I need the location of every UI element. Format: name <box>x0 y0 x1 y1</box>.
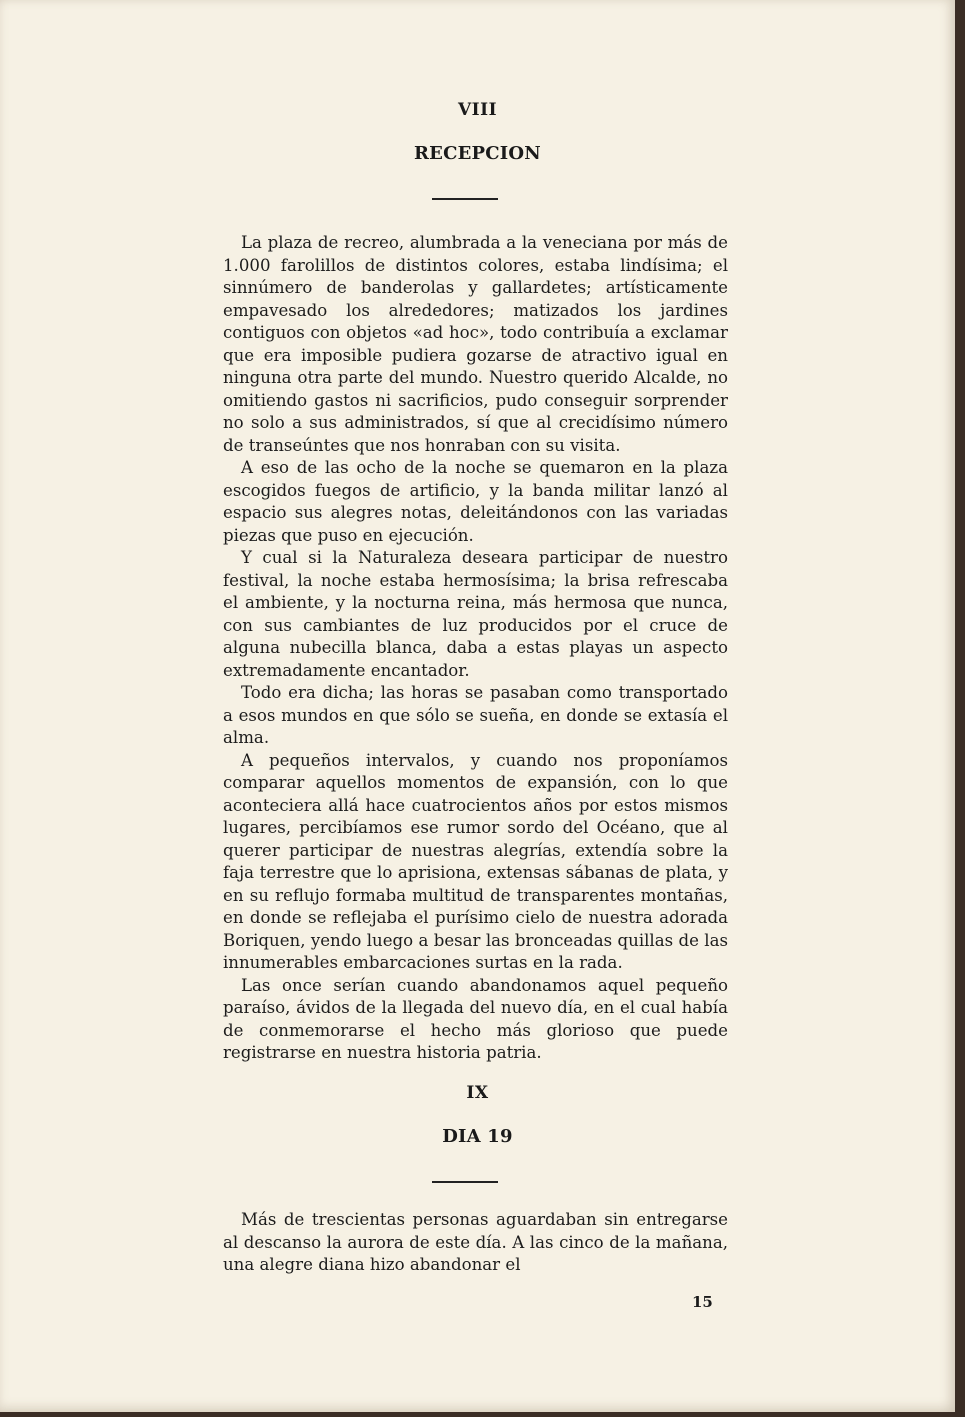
divider-rule <box>432 198 498 200</box>
page-edge-shadow <box>0 1412 965 1417</box>
paragraph: Todo era dicha; las horas se pasaban como transportado a esos mundos en que sólo se sueña, en donde se extasía el alma. <box>223 683 728 747</box>
chapter-title: RECEPCION <box>414 143 541 164</box>
divider-rule <box>432 1181 498 1183</box>
paragraph: Las once serían cuando abandonamos aquel pequeño paraíso, ávidos de la llegada del nuevo día, en el cual había de conmemorarse el hecho más glorioso que puede registrarse en nuestra historia patria. <box>223 975 728 1062</box>
paragraph: A eso de las ocho de la noche se quemaron en la plaza escogidos fuegos de artificio, y la banda militar lanzó al espacio sus alegres notas, deleitándonos con las variadas piezas que puso en ejecución. <box>223 458 728 545</box>
paragraph: Y cual si la Naturaleza deseara participar de nuestro festival, la noche estaba hermosísima; la brisa refrescaba el ambiente, y la nocturna reina, más hermosa que nunca, con sus cambiantes de luz producidos por el cruce de alguna nubecilla blanca, daba a estas playas un aspecto extremadamente encantador. <box>223 548 728 680</box>
page-number: 15 <box>692 1293 713 1311</box>
chapter-body <box>223 232 728 1065</box>
paragraph: La plaza de recreo, alumbrada a la veneciana por más de 1.000 farolillos de distintos colores, estaba lindísima; el sinnúmero de banderolas y gallardetes; artísticamente empavesado los alrededores; matizados los jardines contiguos con objetos «ad hoc», todo contribuía a exclamar que era imposible pudiera gozarse de atractivo igual en ninguna otra parte del mundo. Nuestro querido Alcalde, no omitiendo gastos ni sacrificios, pudo conseguir sorprender no solo a sus administrados, sí que al crecidísimo número de transeúntes que nos honraban con su visita. <box>223 233 728 455</box>
chapter-number: IX <box>466 1083 489 1103</box>
page-edge-shadow <box>955 0 965 1417</box>
chapter-title: DIA 19 <box>442 1126 513 1147</box>
paragraph: A pequeños intervalos, y cuando nos proponíamos comparar aquellos momentos de expansión, con lo que aconteciera allá hace cuatrocientos años por estos mismos lugares, percibíamos ese rumor sordo del Océano, que al querer participar de nuestras alegrías, extendía sobre la faja terrestre que lo aprisiona, extensas sábanas de plata, y en su reflujo formaba multitud de transparentes montañas, en donde se reflejaba el purísimo cielo de nuestra adorada Boriquen, yendo luego a besar las bronceadas quillas de las innumerables embarcaciones surtas en la rada. <box>223 750 728 972</box>
chapter-body <box>223 1209 728 1277</box>
chapter-number: VIII <box>457 100 498 120</box>
paragraph: Más de trescientas personas aguardaban sin entregarse al descanso la aurora de este día. A las cinco de la mañana, una alegre diana hizo abandonar el <box>223 1210 728 1274</box>
